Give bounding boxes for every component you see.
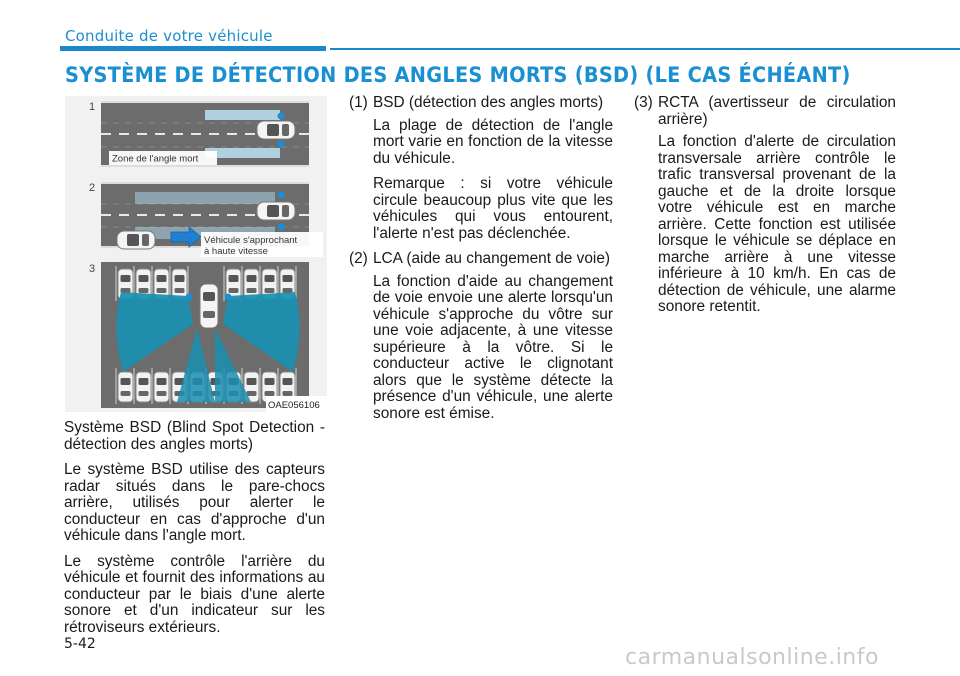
- svg-text:Véhicule s'approchant: Véhicule s'approchant: [204, 235, 298, 246]
- item-2-number: (2): [349, 250, 368, 267]
- header-rule-thick: [60, 46, 326, 51]
- item-1-number: (1): [349, 94, 368, 111]
- bsd-definition: Système BSD (Blind Spot Detection - détection des angles morts): [64, 419, 325, 453]
- item-2-title: LCA (aide au changement de voie): [373, 250, 610, 267]
- svg-text:Zone de l'angle mort: Zone de l'angle mort: [112, 153, 199, 165]
- blind-spot-zone-label: [109, 151, 217, 165]
- page-title: SYSTÈME DE DÉTECTION DES ANGLES MORTS (BSD) (LE CAS ÉCHÉANT): [65, 63, 851, 87]
- item-3-title: RCTA (avertisseur de circulation arrière): [658, 94, 896, 128]
- item-1-title: BSD (détection des angles morts): [373, 94, 604, 111]
- column-3: [634, 95, 896, 325]
- item-2-heading: [349, 251, 613, 268]
- item-1-text-1: La plage de détection de l'angle mort varie en fonction de la vitesse du véhicule.: [373, 116, 613, 167]
- figure-code-label: [266, 396, 327, 412]
- panel-number-3: 3: [89, 263, 96, 275]
- section-label: Conduite de votre véhicule: [65, 27, 273, 45]
- item-1-text-2: Remarque : si votre véhicule circule beaucoup plus vite que les véhicules qui vous entourent, l'alerte n'est pas déclenchée.: [373, 175, 613, 242]
- svg-text:à haute vitesse: à haute vitesse: [204, 246, 268, 257]
- item-3-text-1: La fonction d'alerte de circulation transversale arrière contrôle le trafic transversal provenant de la gauche et de la droite lorsque votre véhicule est en marche arrière. Cette fonction est utilisée lorsque le véhicule se déplace en marche arrière à une vitesse inférieure à 10 km/h. En cas de détection de véhicule, une alarme sonore retentit.: [658, 133, 896, 315]
- bsd-monitoring: Le système contrôle l'arrière du véhicule et fournit des informations au conducteur par le biais d'une alerte sonore et d'un indicateur sur les rétroviseurs extérieurs.: [64, 552, 325, 636]
- svg-text:OAE056106: OAE056106: [268, 400, 320, 411]
- header-rule-thin: [330, 48, 960, 50]
- item-2-text-1: La fonction d'aide au changement de voie envoie une alerte lorsqu'un véhicule s'approche du vôtre sur une voie adjacente, à une vitesse supérieure à la vôtre. Si le conducteur active le clignotant alors que le système détecte la présence d'un véhicule, une alerte sonore est émise.: [373, 272, 613, 422]
- panel-parking-lot: [101, 262, 309, 408]
- watermark: carmanualsonline.info: [625, 645, 879, 670]
- panel-number-1: 1: [89, 101, 96, 113]
- approaching-vehicle-label: [201, 232, 323, 257]
- bsd-illustration: [65, 96, 327, 412]
- item-3-number: (3): [634, 94, 653, 111]
- bsd-description: Le système BSD utilise des capteurs radar situés dans le pare-chocs arrière, utilisés pour alerter le conducteur en cas d'approche d'un véhicule dans l'angle mort.: [64, 461, 325, 544]
- column-2: [349, 95, 613, 431]
- item-1-heading: [349, 95, 613, 112]
- column-1: [64, 420, 325, 645]
- item-3-heading: [634, 95, 896, 128]
- panel-number-2: 2: [89, 182, 96, 194]
- page-number: 5-42: [64, 636, 96, 652]
